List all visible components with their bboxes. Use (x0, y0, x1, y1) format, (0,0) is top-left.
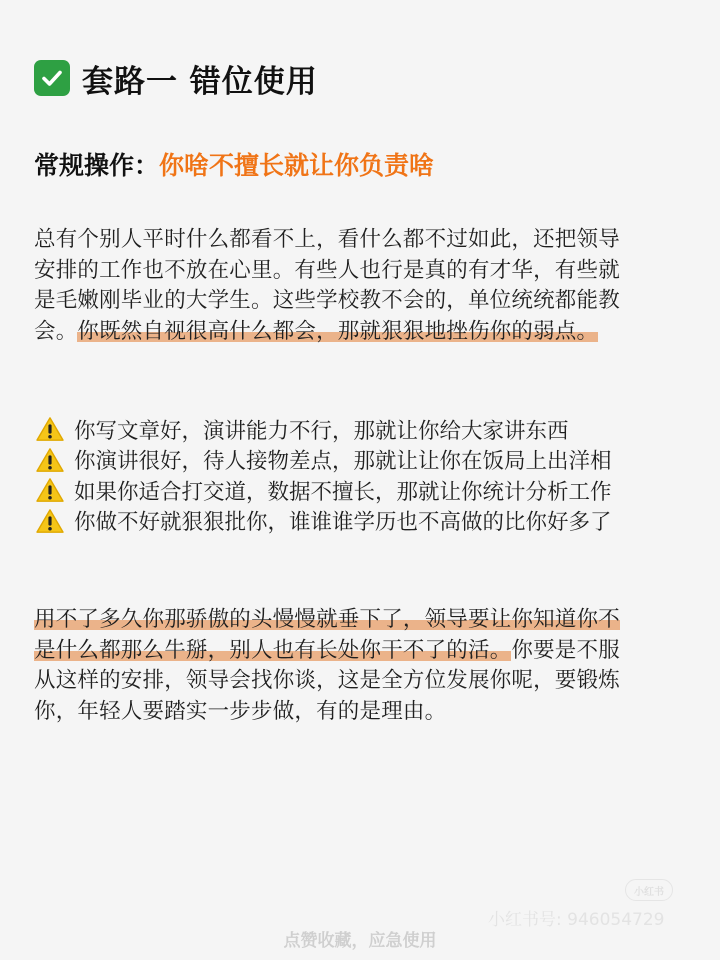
page-title: 套路一 错位使用 (82, 63, 318, 100)
warning-icon (34, 477, 66, 503)
highlighted-text: 用不了多久你那骄傲的头慢慢就垂下了，领导要让你知道你不 (34, 607, 620, 632)
paragraph-line: 是毛嫩刚毕业的大学生。这些学校教不会的，单位统统都能教 (34, 288, 620, 313)
warning-text: 你做不好就狠狠批你，谁谁谁学历也不高做的比你好多了 (74, 510, 612, 536)
paragraph-2 (34, 605, 694, 727)
paragraph-line (34, 317, 694, 348)
title-row (34, 56, 318, 100)
warning-text: 你演讲很好，待人接物差点，那就让让你在饭局上出洋相 (74, 449, 612, 475)
warning-text: 如果你适合打交道，数据不擅长，那就让你统计分析工作 (74, 479, 612, 505)
paragraph-text: 你要是不服 (511, 637, 620, 663)
watermark-id: 小红书号: 946054729 (488, 910, 665, 930)
list-item (34, 445, 694, 476)
paragraph-line (34, 605, 694, 636)
warning-icon (34, 508, 66, 534)
subtitle-text: 你啥不擅长就让你负责啥 (159, 151, 435, 180)
xiaohongshu-logo: 小红书 (625, 879, 673, 901)
list-item (34, 506, 694, 537)
warning-list (34, 414, 694, 536)
subtitle (34, 146, 434, 182)
paragraph-line: 总有个别人平时什么都看不上，看什么都不过如此，还把领导 (34, 227, 620, 252)
highlighted-text: 是什么都那么牛掰，别人也有长处你干不了的活。 (34, 637, 512, 663)
paragraph-1 (34, 225, 694, 347)
paragraph-line: 安排的工作也不放在心里。有些人也行是真的有才华，有些就 (34, 257, 620, 283)
highlighted-text: 你既然自视很高什么都会，那就狠狠地挫伤你的弱点。 (77, 318, 599, 344)
warning-text: 你写文章好，演讲能力不行，那就让你给大家讲东西 (74, 418, 569, 444)
list-item (34, 475, 694, 506)
footer-caption: 点赞收藏，应急使用 (283, 931, 437, 951)
warning-icon (34, 447, 66, 473)
warning-icon (34, 416, 66, 442)
paragraph-line: 从这样的安排，领导会找你谈，这是全方位发展你呢，要锻炼 (34, 668, 620, 693)
paragraph-line (34, 636, 694, 667)
check-mark-icon (34, 60, 70, 96)
paragraph-line: 你，年轻人要踏实一步步做，有的是理由。 (34, 698, 447, 724)
list-item (34, 414, 694, 445)
subtitle-label: 常规操作： (34, 151, 160, 180)
paragraph-text: 会。 (34, 318, 78, 344)
